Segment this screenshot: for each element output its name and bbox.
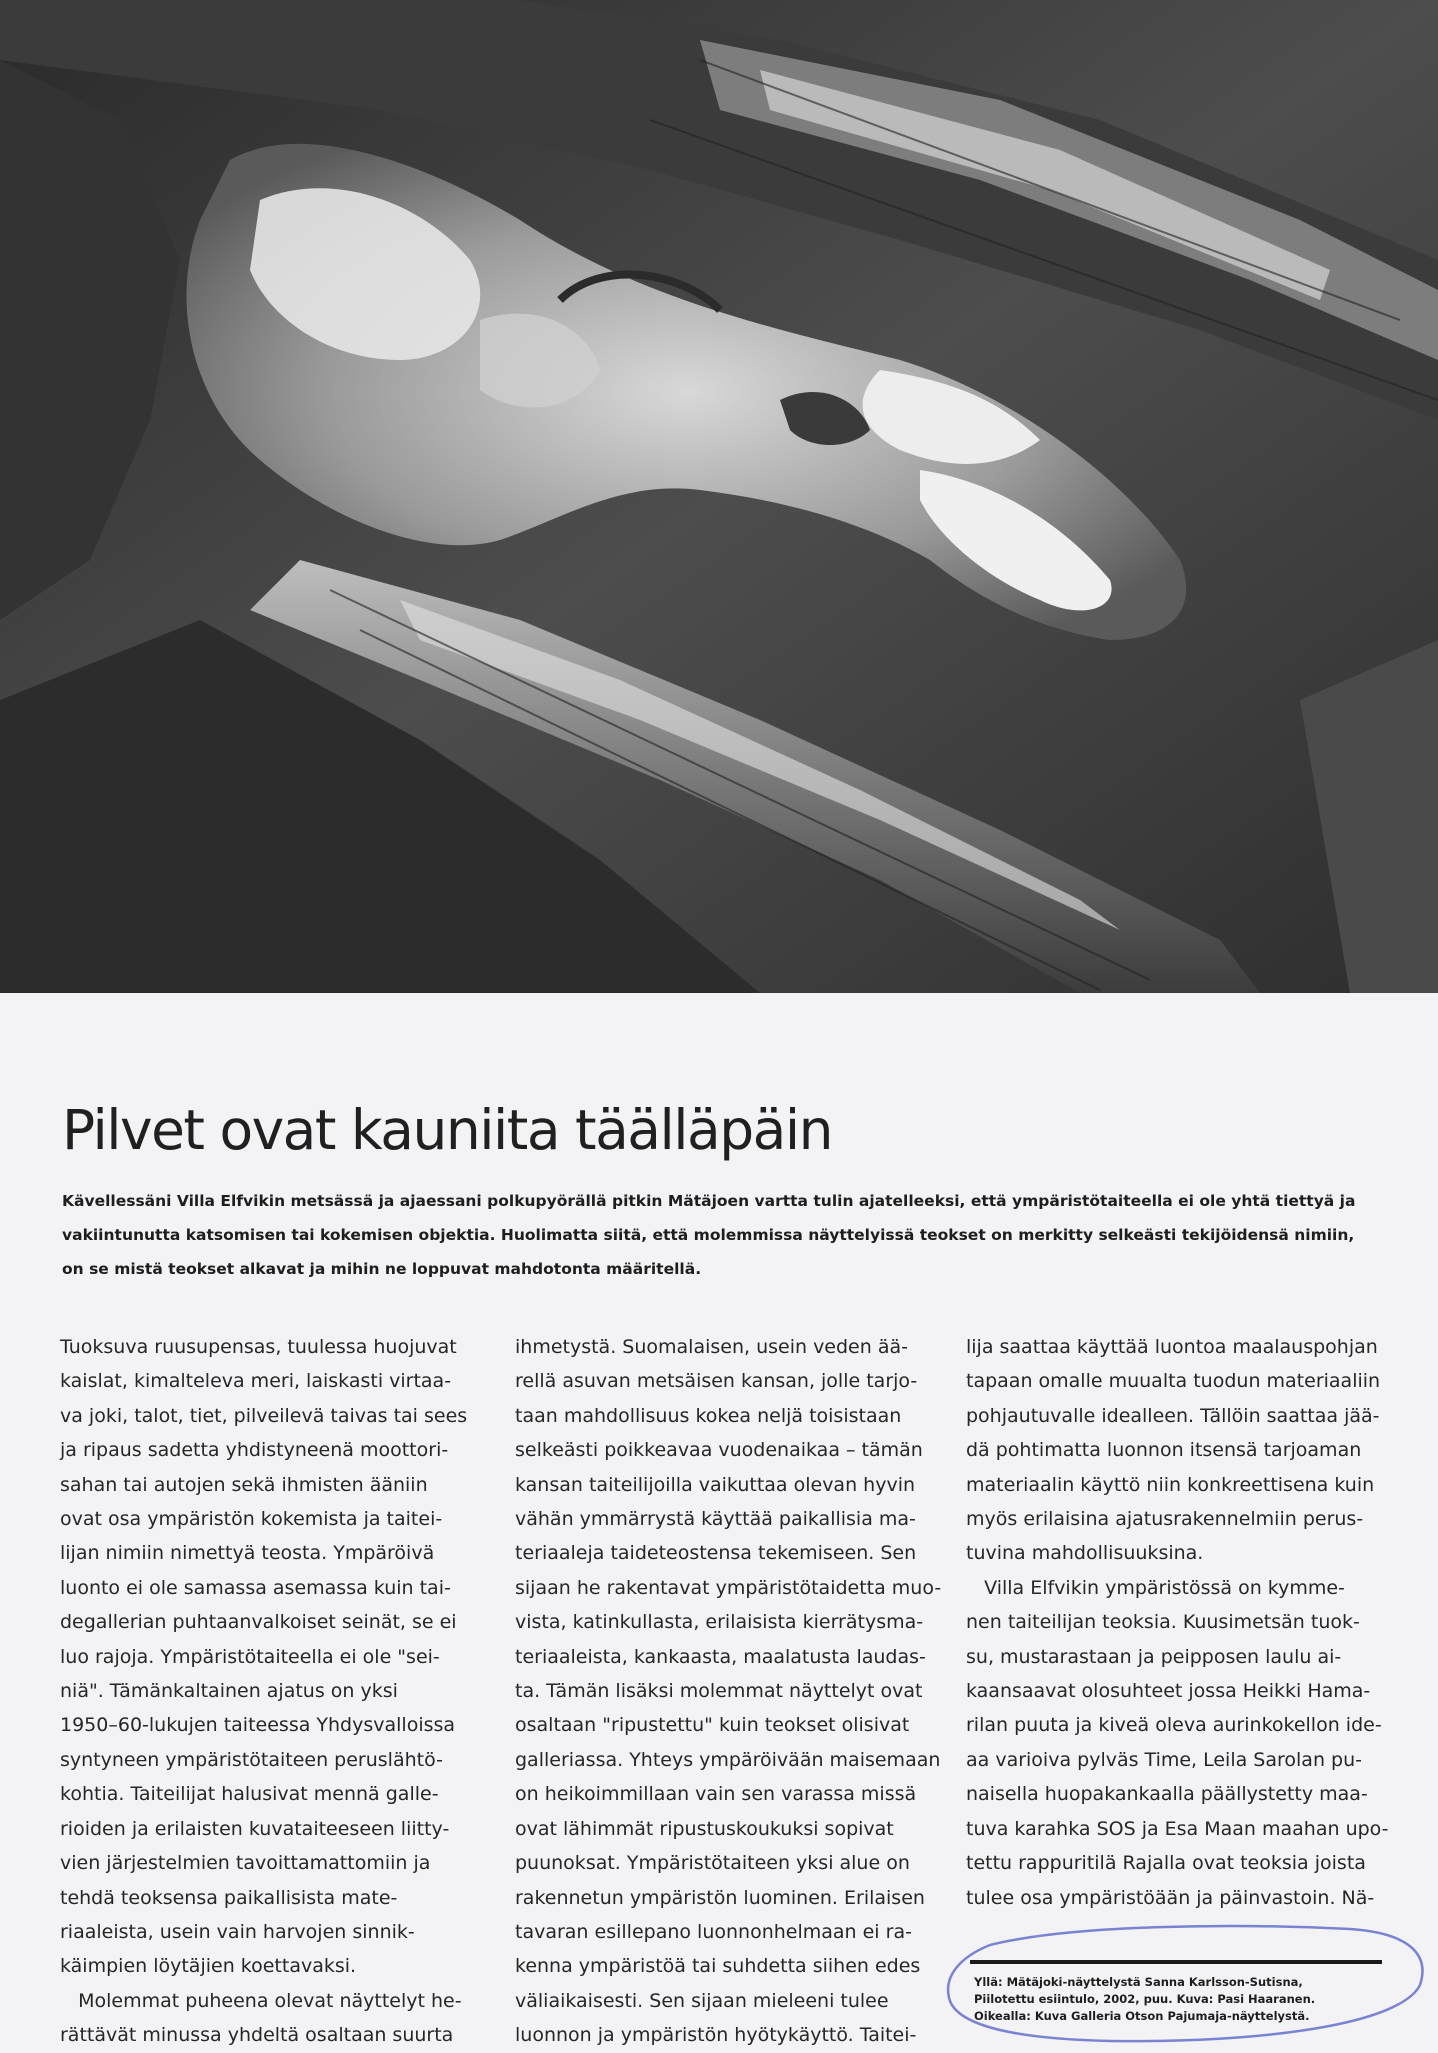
- body-line: kohtia. Taiteilijat halusivat mennä galle-: [60, 1783, 439, 1806]
- body-line: niä". Tämänkaltainen ajatus on yksi: [60, 1680, 398, 1703]
- body-line: vähän ymmärrystä käyttää paikallisia ma-: [515, 1508, 916, 1531]
- body-column-1: [60, 1330, 485, 2053]
- body-line: Tuoksuva ruusupensas, tuulessa huojuvat: [60, 1336, 457, 1358]
- body-line: teriaaleista, kankaasta, maalatusta laudas-: [515, 1645, 926, 1668]
- body-line: on heikoimmillaan vain sen varassa missä: [515, 1783, 917, 1806]
- body-line: Villa Elfvikin ympäristössä on kymme-: [966, 1576, 1345, 1599]
- body-line: sahan tai autojen sekä ihmisten ääniin: [60, 1473, 428, 1496]
- body-line: su, mustarastaan ja peipposen laulu ai-: [966, 1645, 1342, 1668]
- body-line: lijan nimiin nimettyä teosta. Ympäröivä: [60, 1542, 435, 1565]
- article-title: Pilvet ovat kauniita täälläpäin: [62, 1098, 833, 1162]
- lead-line: vakiintunutta katsomisen tai kokemisen objektia. Huolimatta siitä, että molemmissa näyttelyissä teokset on merkitty selkeästi tekijöidensä nimiin,: [62, 1226, 1355, 1244]
- body-line: degallerian puhtaanvalkoiset seinät, se ei: [60, 1611, 457, 1634]
- body-line: kansan taiteilijoilla vaikuttaa olevan hyvin: [515, 1473, 916, 1496]
- body-line: ihmetystä. Suomalaisen, usein veden ää-: [515, 1336, 908, 1358]
- caption-line: Piilotettu esiintulo, 2002, puu. Kuva: Pasi Haaranen.: [974, 1992, 1316, 2006]
- body-line: dä pohtimatta luonnon itsensä tarjoaman: [966, 1439, 1362, 1462]
- body-line: teriaaleja taideteostensa tekemiseen. Sen: [515, 1542, 917, 1565]
- body-line: riaaleista, usein vain harvojen sinnik-: [60, 1920, 415, 1943]
- body-line: taan mahdollisuus kokea neljä toisistaan: [515, 1404, 902, 1427]
- body-line: ja ripaus sadetta yhdistyneenä moottori-: [60, 1439, 449, 1462]
- body-line: rättävät minussa yhdeltä osaltaan suurta: [60, 2024, 454, 2047]
- body-line: käimpien löytäjien koettavaksi.: [60, 1955, 357, 1978]
- article-lead: [62, 1184, 1382, 1286]
- body-line: aa varioiva pylväs Time, Leila Sarolan pu-: [966, 1748, 1362, 1771]
- article-photo: [0, 0, 1438, 993]
- body-line: vista, katinkullasta, erilaisista kierrätysma-: [515, 1611, 924, 1634]
- body-line: Molemmat puheena olevat näyttelyt he-: [60, 1989, 462, 2012]
- body-line: sijaan he rakentavat ympäristötaidetta muo-: [515, 1576, 942, 1599]
- caption-divider: [970, 1960, 1382, 1964]
- caption-line: Oikealla: Kuva Galleria Otson Pajumaja-näyttelystä.: [974, 2009, 1310, 2023]
- body-line: kaansaavat olosuhteet jossa Heikki Hama-: [966, 1680, 1371, 1703]
- body-line: vien järjestelmien tavoittamattomiin ja: [60, 1852, 431, 1875]
- caption-line: Yllä: Mätäjoki-näyttelystä Sanna Karlsson-Sutisna,: [974, 1975, 1303, 1989]
- body-line: ta. Tämän lisäksi molemmat näyttelyt ovat: [515, 1680, 923, 1703]
- body-column-2: [515, 1330, 942, 2053]
- body-line: rakennetun ympäristön luominen. Erilaisen: [515, 1886, 925, 1909]
- body-line: materiaalin käyttö niin konkreettisena kuin: [966, 1473, 1375, 1496]
- body-line: myös erilaisina ajatusrakennelmiin perus-: [966, 1508, 1364, 1531]
- body-line: kenna ympäristöä tai suhdetta siihen edes: [515, 1955, 921, 1978]
- body-line: tehdä teoksensa paikallisista mate-: [60, 1886, 398, 1909]
- lead-line: on se mistä teokset alkavat ja mihin ne loppuvat mahdotonta määritellä.: [62, 1260, 702, 1278]
- body-line: rioiden ja erilaisten kuvataiteeseen liitty-: [60, 1817, 450, 1840]
- body-line: tapaan omalle muualta tuodun materiaaliin: [966, 1370, 1381, 1393]
- body-line: kaislat, kimalteleva meri, laiskasti virtaa-: [60, 1370, 452, 1393]
- lead-line: Kävellessäni Villa Elfvikin metsässä ja ajaessani polkupyörällä pitkin Mätäjoen vartta tulin ajatelleeksi, että ympäristötaiteella ei ole yhtä tiettyä ja: [62, 1192, 1356, 1210]
- body-line: galleriassa. Yhteys ympäröivään maisemaan: [515, 1748, 941, 1771]
- body-line: väliaikaisesti. Sen sijaan mieleeni tulee: [515, 1989, 889, 2012]
- body-line: ovat lähimmät ripustuskoukuksi sopivat: [515, 1817, 894, 1840]
- body-column-3: [966, 1330, 1389, 1915]
- body-line: nen taiteilijan teoksia. Kuusimetsän tuok-: [966, 1611, 1360, 1634]
- body-line: naisella huopakankaalla päällystetty maa-: [966, 1783, 1368, 1806]
- wooden-face-sculpture-image: [0, 0, 1438, 993]
- body-line: luonnon ja ympäristön hyötykäyttö. Taitei-: [515, 2024, 917, 2047]
- body-line: rellä asuvan metsäisen kansan, jolle tarjo-: [515, 1370, 918, 1393]
- body-line: tavaran esillepano luonnonhelmaan ei ra-: [515, 1920, 912, 1943]
- body-line: 1950–60-lukujen taiteessa Yhdysvalloissa: [60, 1714, 456, 1737]
- body-line: lija saattaa käyttää luontoa maalauspohjan: [966, 1336, 1378, 1358]
- body-line: rilan puuta ja kiveä oleva aurinkokellon ide-: [966, 1714, 1382, 1737]
- body-line: selkeästi poikkeavaa vuodenaikaa – tämän: [515, 1439, 923, 1462]
- body-line: tuvina mahdollisuuksina.: [966, 1542, 1204, 1565]
- body-line: luo rajoja. Ympäristötaiteella ei ole "sei-: [60, 1645, 440, 1668]
- body-line: ovat osa ympäristön kokemista ja taitei-: [60, 1508, 443, 1531]
- body-line: luonto ei ole samassa asemassa kuin tai-: [60, 1576, 451, 1599]
- body-line: tulee osa ympäristöään ja päinvastoin. Nä-: [966, 1886, 1375, 1909]
- photo-caption: [974, 1974, 1384, 2025]
- body-line: syntyneen ympäristötaiteen peruslähtö-: [60, 1748, 443, 1771]
- body-line: pohjautuvalle idealleen. Tällöin saattaa jää-: [966, 1404, 1380, 1427]
- body-line: osaltaan "ripustettu" kuin teokset olisivat: [515, 1714, 910, 1737]
- body-line: puunoksat. Ympäristötaiteen yksi alue on: [515, 1852, 910, 1875]
- body-line: va joki, talot, tiet, pilveilevä taivas tai sees: [60, 1404, 468, 1427]
- body-line: tuva karahka SOS ja Esa Maan maahan upo-: [966, 1817, 1389, 1840]
- body-line: tettu rappuritilä Rajalla ovat teoksia joista: [966, 1852, 1366, 1875]
